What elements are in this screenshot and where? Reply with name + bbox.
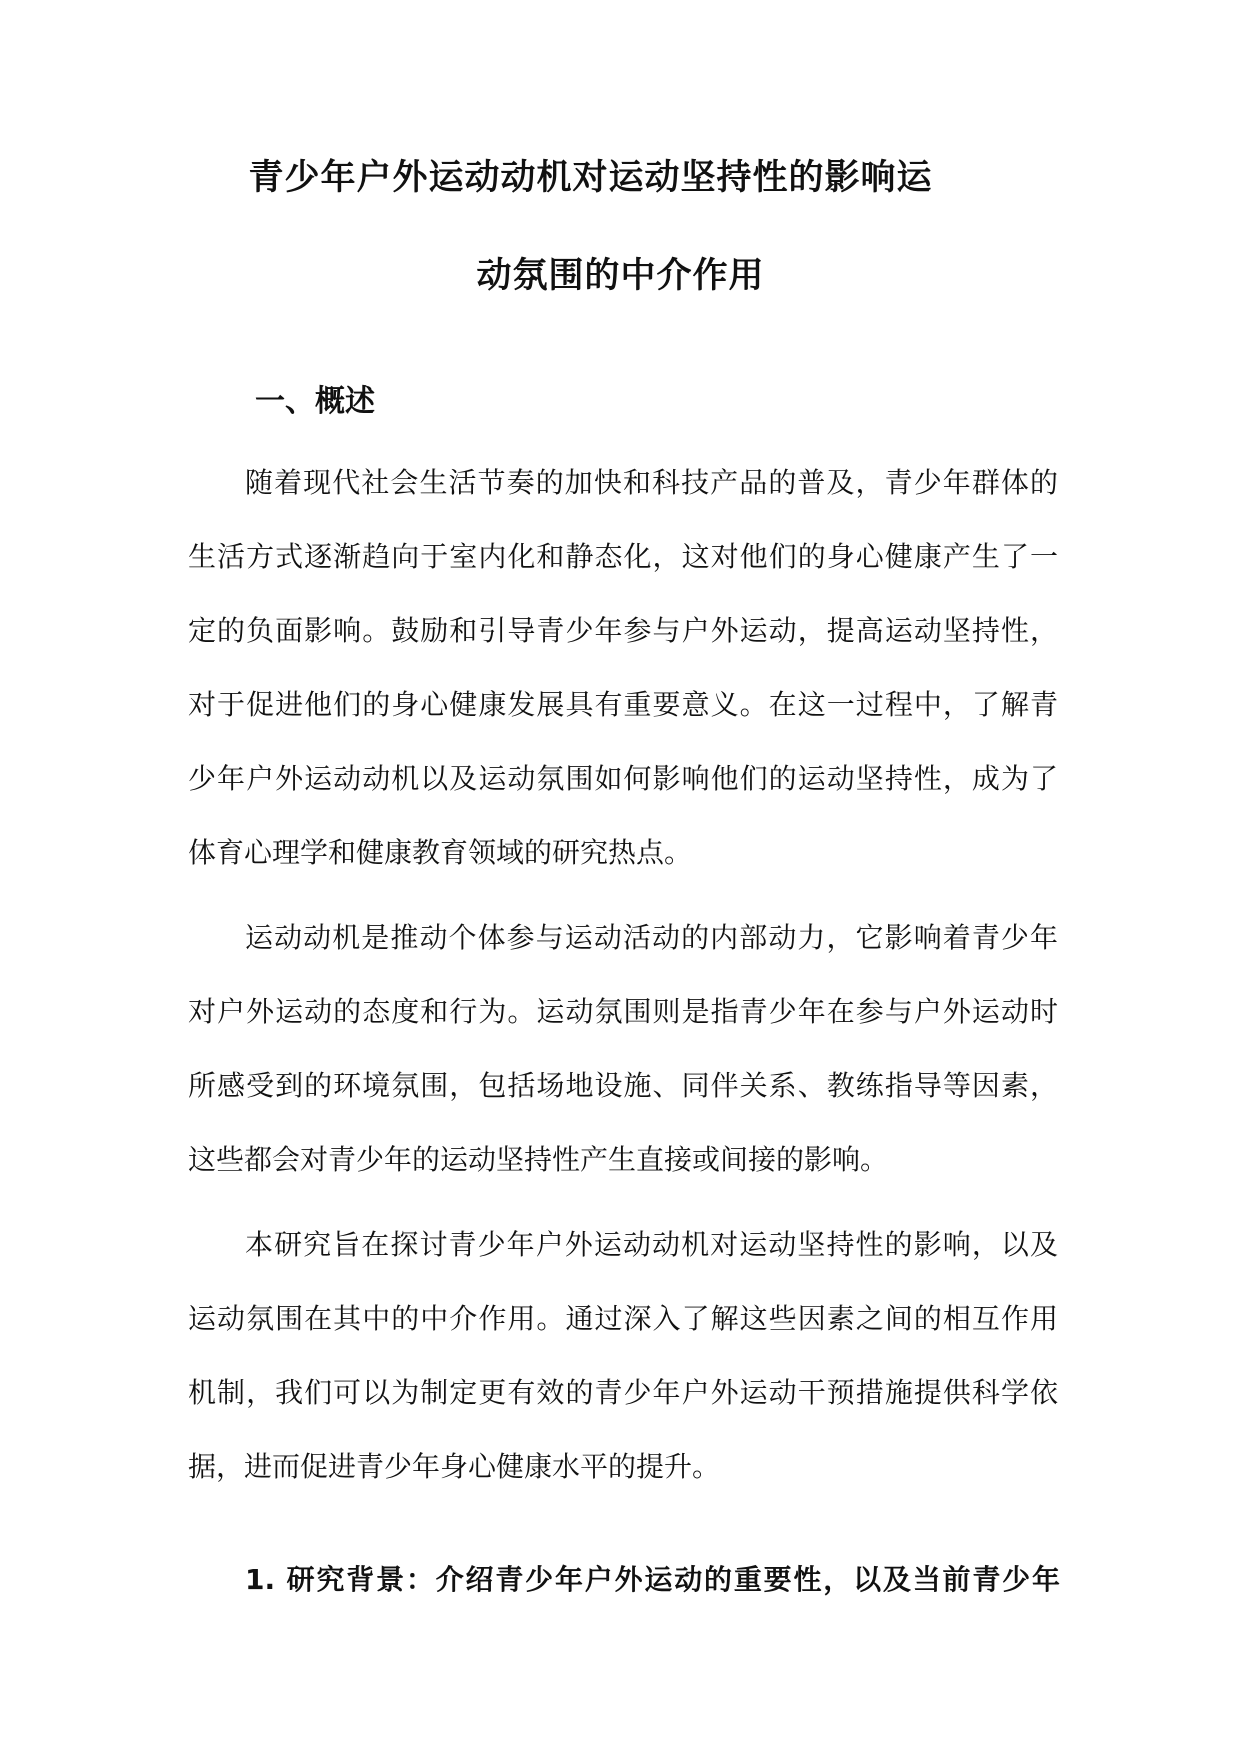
paragraph-3-line-4: 据，进而促进青少年身心健康水平的提升。	[188, 1450, 721, 1483]
paragraph-1-line-4: 对于促进他们的身心健康发展具有重要意义。在这一过程中，了解青	[188, 688, 1058, 721]
section-heading: 一、概述	[255, 384, 375, 419]
paragraph-1-line-1: 随着现代社会生活节奏的加快和科技产品的普及，青少年群体的	[245, 466, 1058, 499]
paragraph-2-line-4: 这些都会对青少年的运动坚持性产生直接或间接的影响。	[188, 1143, 889, 1176]
paragraph-1-line-5: 少年户外运动动机以及运动氛围如何影响他们的运动坚持性，成为了	[188, 762, 1058, 795]
paragraph-3-line-3: 机制，我们可以为制定更有效的青少年户外运动干预措施提供科学依	[188, 1376, 1058, 1409]
numbered-item-1: 1. 研究背景：介绍青少年户外运动的重要性，以及当前青少年	[245, 1563, 1060, 1596]
paragraph-2-line-1: 运动动机是推动个体参与运动活动的内部动力，它影响着青少年	[245, 921, 1058, 954]
document-title-line-1: 青少年户外运动动机对运动坚持性的影响运	[248, 158, 933, 198]
document-title-line-2: 动氛围的中介作用	[476, 256, 765, 296]
paragraph-3-line-2: 运动氛围在其中的中介作用。通过深入了解这些因素之间的相互作用	[188, 1302, 1058, 1335]
paragraph-1-line-2: 生活方式逐渐趋向于室内化和静态化，这对他们的身心健康产生了一	[188, 540, 1058, 573]
paragraph-1-line-3: 定的负面影响。鼓励和引导青少年参与户外运动，提高运动坚持性，	[188, 614, 1058, 647]
paragraph-1-line-6: 体育心理学和健康教育领域的研究热点。	[188, 836, 693, 869]
paragraph-2-line-3: 所感受到的环境氛围，包括场地设施、同伴关系、教练指导等因素，	[188, 1069, 1058, 1102]
paragraph-3-line-1: 本研究旨在探讨青少年户外运动动机对运动坚持性的影响，以及	[245, 1228, 1058, 1261]
paragraph-2-line-2: 对户外运动的态度和行为。运动氛围则是指青少年在参与户外运动时	[188, 995, 1058, 1028]
